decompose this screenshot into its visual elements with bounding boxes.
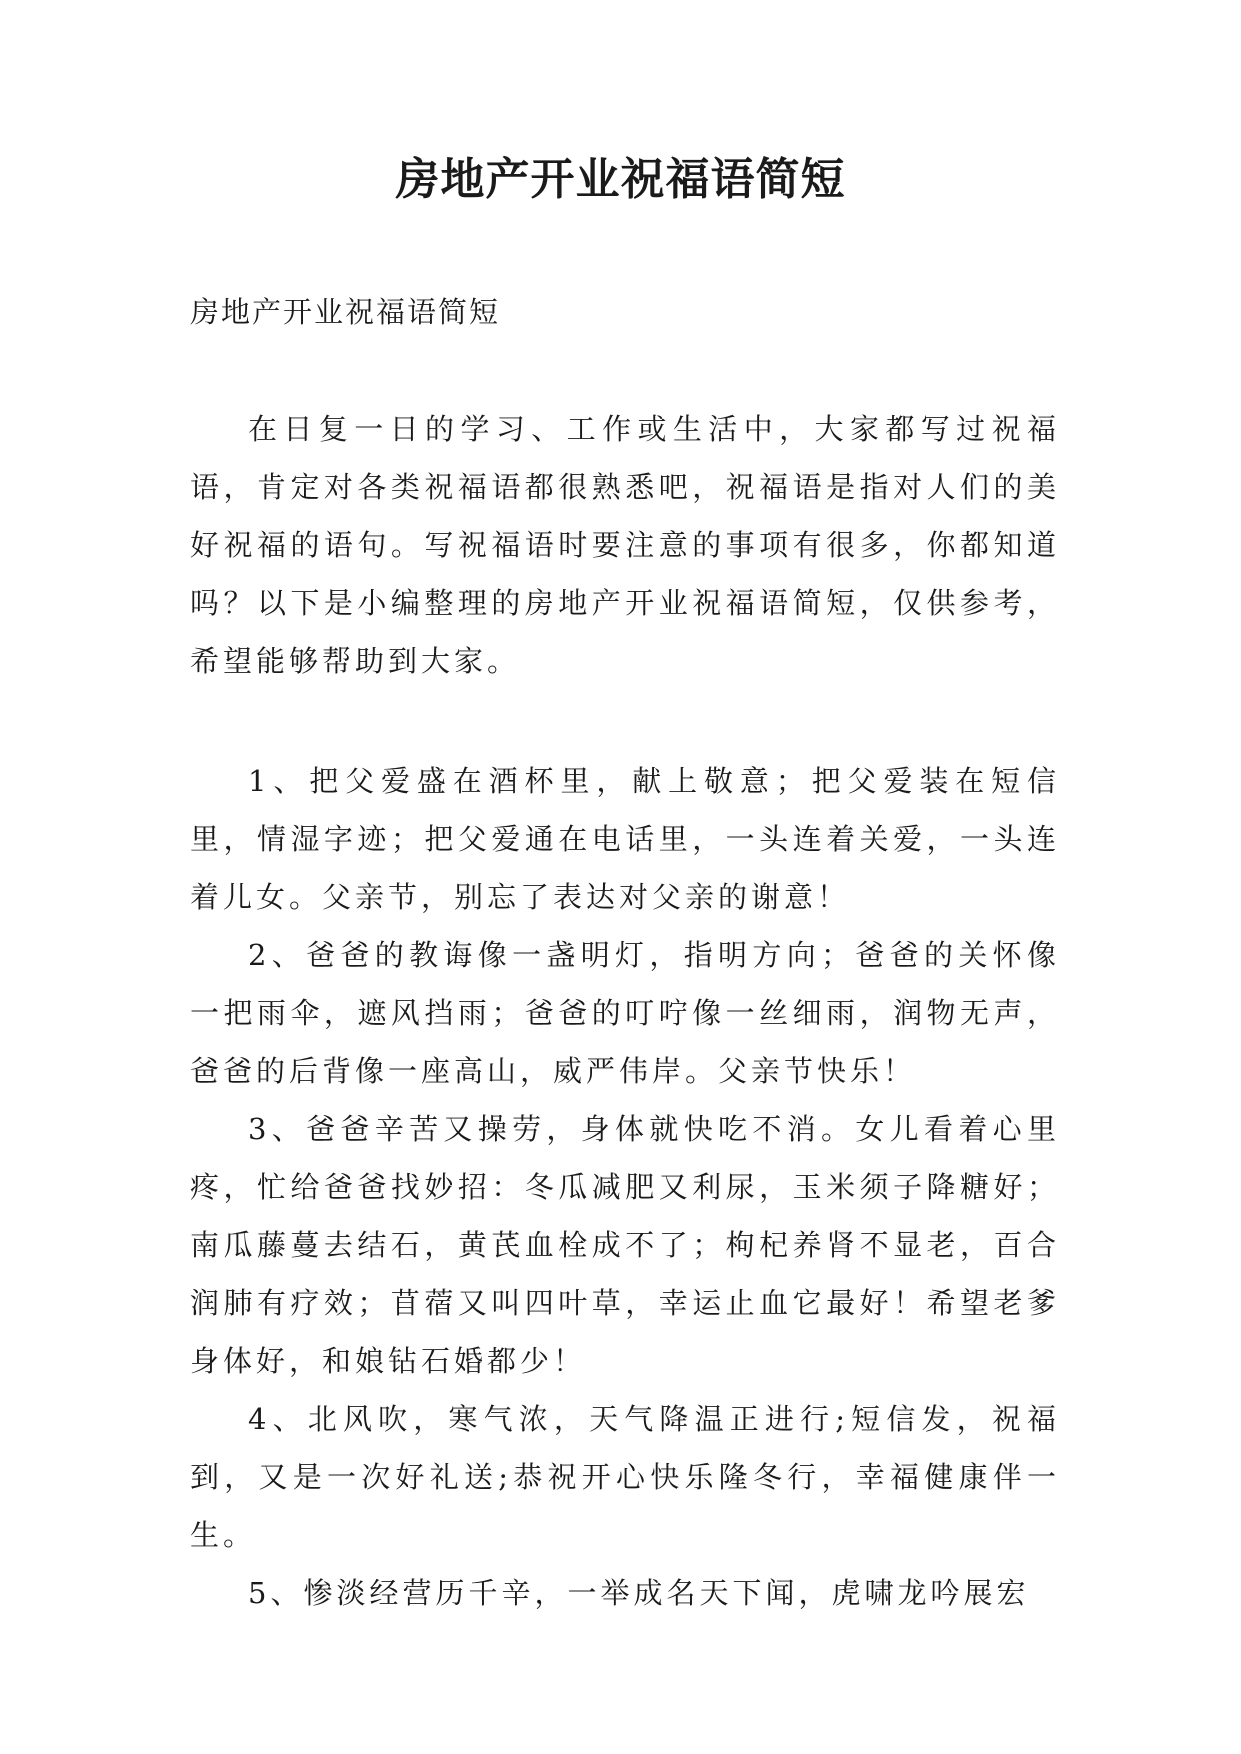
- list-item: 2、爸爸的教诲像一盏明灯，指明方向；爸爸的关怀像一把雨伞，遮风挡雨；爸爸的叮咛像一丝细雨，润物无声，爸爸的后背像一座高山，威严伟岸。父亲节快乐！: [190, 938, 1060, 1088]
- blessings-list: [190, 752, 1060, 1622]
- document-title: 房地产开业祝福语简短: [395, 154, 846, 205]
- list-item: 4、北风吹，寒气浓，天气降温正进行;短信发，祝福到，又是一次好礼送;恭祝开心快乐隆冬行，幸福健康伴一生。: [190, 1402, 1060, 1552]
- list-item: 3、爸爸辛苦又操劳，身体就快吃不消。女儿看着心里疼，忙给爸爸找妙招：冬瓜减肥又利尿，玉米须子降糖好；南瓜藤蔓去结石，黄芪血栓成不了；枸杞养肾不显老，百合润肺有疗效；苜蓿又叫四叶草，幸运止血它最好！希望老爹身体好，和娘钻石婚都少！: [190, 1112, 1060, 1378]
- document-subtitle: 房地产开业祝福语简短: [190, 295, 501, 329]
- intro-section: [190, 400, 1060, 690]
- intro-paragraph: 在日复一日的学习、工作或生活中，大家都写过祝福语，肯定对各类祝福语都很熟悉吧，祝福语是指对人们的美好祝福的语句。写祝福语时要注意的事项有很多，你都知道吗？以下是小编整理的房地产开业祝福语简短，仅供参考，希望能够帮助到大家。: [190, 412, 1060, 678]
- list-item: 5、惨淡经营历千辛，一举成名天下闻，虎啸龙吟展宏: [248, 1576, 1030, 1610]
- list-item: 1、把父爱盛在酒杯里，献上敬意；把父爱装在短信里，情湿字迹；把父爱通在电话里，一头连着关爱，一头连着儿女。父亲节，别忘了表达对父亲的谢意！: [190, 764, 1060, 914]
